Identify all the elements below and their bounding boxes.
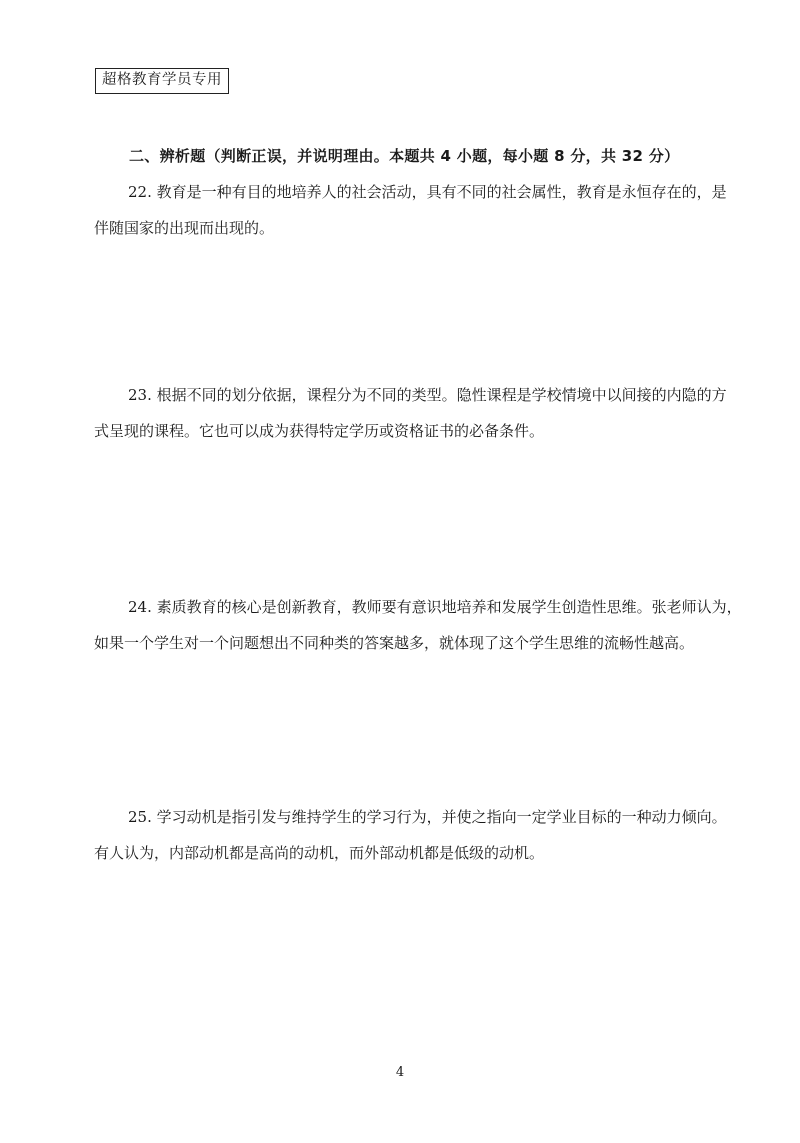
question-23 <box>94 377 754 449</box>
question-23-line-1: 23. 根据不同的划分依据，课程分为不同的类型。隐性课程是学校情境中以间接的内隐的方 <box>128 386 727 404</box>
question-22-line-1: 22. 教育是一种有目的地培养人的社会活动，具有不同的社会属性，教育是永恒存在的，是 <box>128 183 727 201</box>
question-25-line-2: 有人认为，内部动机都是高尚的动机，而外部动机都是低级的动机。 <box>94 844 545 862</box>
section-title: 二、辨析题（判断正误，并说明理由。本题共 4 小题，每小题 8 分，共 32 分） <box>129 147 680 165</box>
student-only-stamp: 超格教育学员专用 <box>95 68 229 94</box>
question-25 <box>94 799 754 871</box>
question-24-line-2: 如果一个学生对一个问题想出不同种类的答案越多，就体现了这个学生思维的流畅性越高。 <box>94 634 695 652</box>
question-22 <box>94 174 754 246</box>
question-22-line-2: 伴随国家的出现而出现的。 <box>94 219 275 237</box>
question-24-line-1: 24. 素质教育的核心是创新教育，教师要有意识地培养和发展学生创造性思维。张老师认为， <box>128 598 742 616</box>
question-25-line-1: 25. 学习动机是指引发与维持学生的学习行为，并使之指向一定学业目标的一种动力倾向。 <box>128 808 727 826</box>
question-23-line-2: 式呈现的课程。它也可以成为获得特定学历或资格证书的必备条件。 <box>94 422 545 440</box>
page-number: 4 <box>395 1065 405 1080</box>
question-24 <box>94 589 754 661</box>
